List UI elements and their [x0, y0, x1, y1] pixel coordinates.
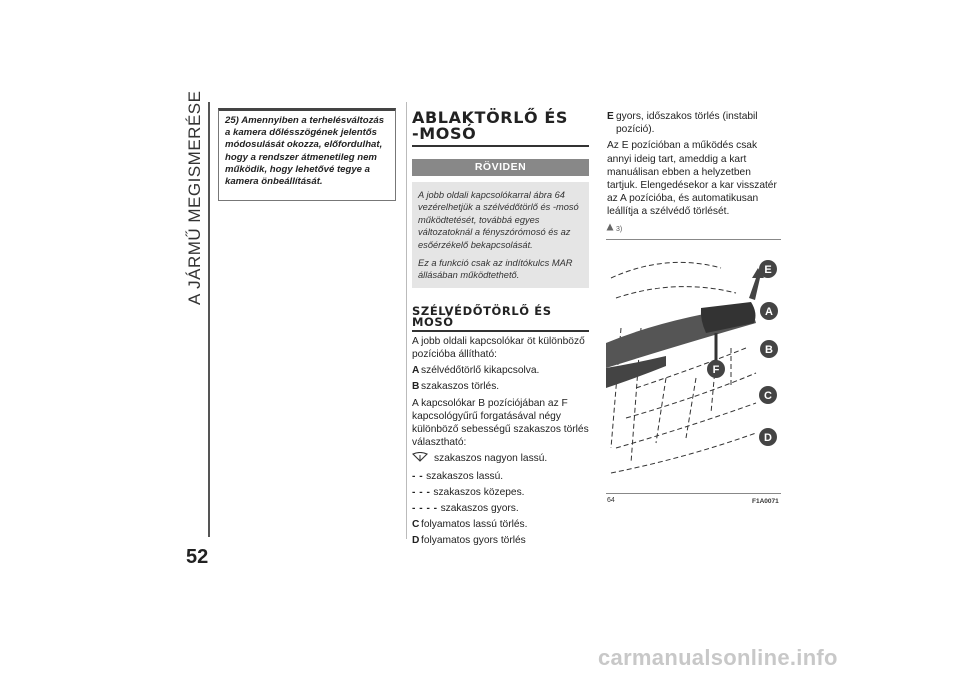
label-b: B: [765, 344, 773, 356]
speed-symbol: - - - -: [412, 503, 438, 515]
item-text: szélvédőtörlő kikapcsolva.: [421, 365, 540, 377]
item-label: E: [607, 111, 614, 122]
speed-paragraph: A kapcsolókar B pozíciójában az F kapcsológyűrű forgatásával négy különböző sebességű szakaszos törlés választható:: [412, 397, 589, 449]
speed-text: szakaszos lassú.: [426, 470, 504, 482]
note-number: 25): [225, 115, 239, 126]
reference-marker: [606, 223, 622, 233]
dashed-arc: [616, 403, 756, 448]
item-text: szakaszos törlés.: [421, 381, 500, 393]
section-title-line1: ABLAKTÖRLŐ ÉS: [412, 108, 569, 127]
speed-text: szakaszos gyors.: [440, 503, 519, 515]
subsection-title-line1: SZÉLVÉDŐTÖRLŐ ÉS: [412, 303, 552, 318]
speed-item: [412, 452, 589, 466]
speed-symbol: - - -: [412, 486, 431, 498]
summary-box: [412, 182, 589, 288]
summary-paragraph-2: Ez a funkció csak az indítókulcs MAR állásában működtethető.: [418, 258, 573, 281]
chapter-title: A JÁRMŰ MEGISMERÉSE: [185, 90, 204, 305]
speed-item: [412, 502, 589, 515]
figure-bottom-rule: [606, 493, 781, 494]
lever-tip: [701, 302, 756, 333]
warning-triangle-icon: [606, 223, 614, 231]
list-item: [412, 380, 589, 393]
label-c: C: [764, 390, 772, 402]
note-text: Amennyiben a terhelésváltozás a kamera dőlésszögének jelentős módosulását okozza, előfordulhat, hogy a rendszer átmenetileg nem működik, hogy lehetővé tegye a kamera önbeállítását.: [225, 115, 385, 188]
list-item: [607, 110, 780, 136]
dashed-arc: [611, 433, 756, 473]
summary-header: RÖVIDEN: [412, 159, 589, 176]
subsection-underline: [412, 330, 589, 332]
list-item: [412, 364, 589, 377]
item-text: gyors, időszakos törlés (instabil pozíció).: [616, 111, 758, 136]
figure-code: F1A0071: [752, 498, 779, 505]
right-column: [607, 110, 780, 222]
dashed-arc: [626, 373, 756, 418]
e-position-paragraph: Az E pozícióban a működés csak annyi ideig tart, ameddig a kart manuálisan ebben a helyzetben tartjuk. Elengedésekor a kar visszatér az A pozícióba, és automatikusan leállítja a szélvédő törlését.: [607, 140, 777, 218]
speed-item: [412, 470, 589, 483]
list-item: [412, 534, 589, 547]
figure-number: 64: [607, 497, 615, 504]
speed-item: [412, 486, 589, 499]
item-text: folyamatos gyors törlés: [421, 535, 526, 547]
speed-symbol: - -: [412, 470, 424, 482]
label-a: A: [765, 306, 773, 318]
title-underline: [412, 145, 589, 147]
speed-text: szakaszos nagyon lassú.: [434, 453, 548, 465]
dashed-arc: [616, 287, 736, 298]
intro-paragraph: A jobb oldali kapcsolókar öt különböző pozícióba állítható:: [412, 335, 585, 361]
list-item: [412, 518, 589, 531]
watermark: carmanualsonline.info: [598, 645, 838, 670]
subsection-title: [412, 303, 589, 329]
page-number: 52: [186, 546, 209, 568]
item-label: A: [412, 365, 420, 377]
item-label: C: [412, 519, 420, 531]
sidebar-divider: [208, 102, 210, 537]
dashed-arc: [611, 262, 721, 278]
dashed-arc: [686, 378, 696, 438]
section-title: [412, 110, 589, 142]
column-divider: [406, 102, 407, 539]
subsection-title-line2: MOSÓ: [412, 314, 454, 329]
label-d: D: [764, 432, 772, 444]
speed-text: szakaszos közepes.: [433, 486, 525, 498]
item-label: B: [412, 381, 420, 393]
sidebar-chapter: [185, 90, 215, 305]
item-label: D: [412, 535, 420, 547]
label-e: E: [764, 264, 772, 276]
wiper-icon: [412, 452, 434, 466]
label-f: F: [712, 364, 720, 376]
warning-note: [218, 108, 396, 201]
reference-text: 3): [615, 226, 623, 233]
summary-paragraph-1: A jobb oldali kapcsolókarral ábra 64 vezérelhetjük a szélvédőtörlő és -mosó működtetését, továbbá egyes változatoknál a fényszórómosó és az esőérzékelő bekapcsolását.: [418, 190, 579, 250]
section-title-line2: -MOSÓ: [412, 124, 477, 143]
item-text: folyamatos lassú törlés.: [421, 519, 528, 531]
main-column: [412, 110, 589, 551]
wiper-lever-figure: [606, 238, 781, 506]
